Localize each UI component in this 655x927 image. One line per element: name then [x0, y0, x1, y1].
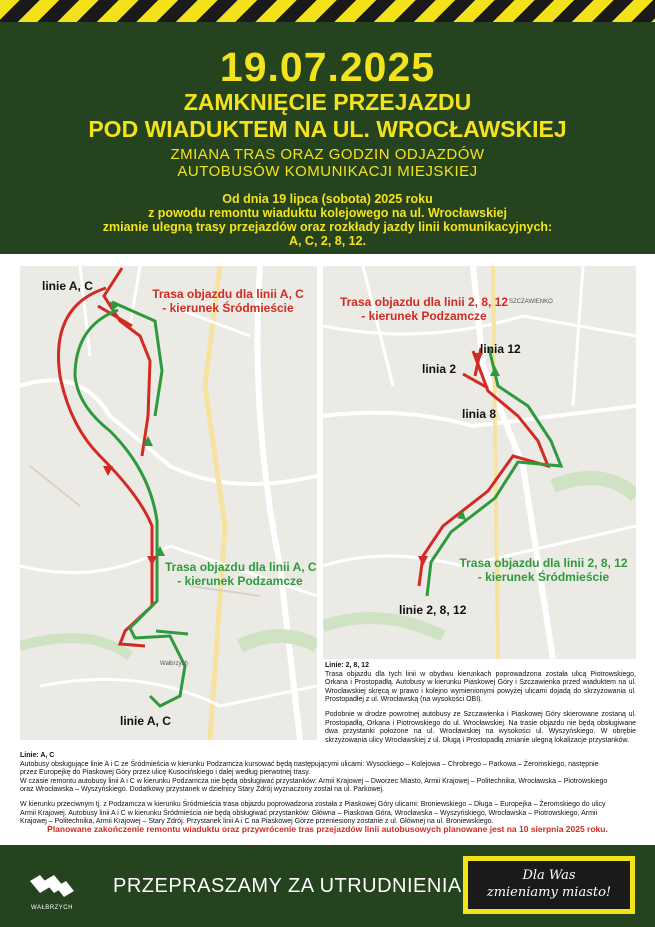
notes-a-c-line-6: Armii Krajowej. Autobusy linii A i C w kierunku Śródmieścia nie będą obsługiwać przystanków: Główna – Piaskowa Góra, Wrocławska – Wyszyńskiego, Wrocławska – Piotrowskiego, Armii	[20, 809, 598, 817]
slogan-box	[463, 856, 635, 914]
red-route-label-2-8-12	[329, 295, 519, 323]
notes-2-8-12-heading: Linie: 2, 8, 12	[325, 662, 369, 669]
notes-a-c-line-1: Autobusy obsługujące linie A i C ze Śródmieścia w kierunku Podzamcza kursować będą następującymi ulicami: Wysockiego – Kolejowa – Chrobrego – Parkowa – Żeromskiego, następnie	[20, 760, 599, 768]
red-route-label-a-c-line1: Trasa objazdu dla linii A, C	[152, 287, 304, 301]
slogan-inner	[468, 861, 630, 909]
apology-text: PRZEPRASZAMY ZA UTRUDNIENIA	[113, 875, 462, 897]
label-line-8: linia 8	[462, 407, 497, 421]
label-lines-a-c-top: linie A, C	[42, 279, 93, 293]
red-route-label-a-c	[143, 287, 313, 315]
closure-date: 19.07.2025	[219, 44, 436, 90]
notes-lines-a-c	[20, 752, 638, 827]
notes-2-8-12-paragraph-1: Trasa objazdu dla tych linii w obydwu kierunkach poprowadzona została ulicą Piotrowskiego, Orkana i Prostopadłą. Autobusy w kierunku Piaskowej Góry i Szczawienka przed wiaduktem na ul. Wrocławskiej skręcą w prawo i kolejno wymienionymi powyżej ulicami dojadą do skrzyżowania ul. Prostopadłej z ul. Wrocławską (na wysokości OBI).	[325, 670, 636, 704]
notes-2-8-12-paragraph-2: Podobnie w drodze powrotnej autobusy ze Szczawienka i Piaskowej Góry skierowane zostaną ul. Prostopadłą, Orkana i Piotrowskiego do ul. Wrocławskiej. Na trasie objazdu nie będą obsługiwane dwa przystanki położone na ul. Wrocławskiej na wysokości ul. Wyszyńskiego. W obrębie skrzyżowania ulicy Wrocławskiej z ul. Długą i Prostopadłą zmianie ulegną lokalizacje przystanków.	[325, 710, 636, 744]
green-route-label-a-c-line2: - kierunek Podzamcze	[177, 574, 303, 588]
footer-banner	[0, 845, 655, 927]
subtitle-line-2: AUTOBUSÓW KOMUNIKACJI MIEJSKIEJ	[177, 163, 478, 180]
green-route-label-2-8-12-line1: Trasa objazdu dla linii 2, 8, 12	[459, 556, 628, 570]
label-line-2: linia 2	[422, 362, 457, 376]
label-line-12: linia 12	[480, 342, 521, 356]
notes-a-c-line-2: przez Europejkę do Piaskowej Góry przez ulicę Kusocińskiego i dalej według pierwotnej trasy.	[20, 769, 311, 777]
label-lines-2-8-12-bottom: linie 2, 8, 12	[399, 603, 467, 617]
right-map-graphic	[323, 266, 636, 659]
map-place-szczawienko: SZCZAWIENKO	[509, 299, 553, 305]
green-route-label-a-c	[165, 560, 315, 588]
green-route-label-a-c-line1: Trasa objazdu dla linii A, C	[165, 560, 317, 574]
city-name: WAŁBRZYCH	[31, 905, 73, 911]
red-route-label-a-c-line2: - kierunek Śródmieście	[162, 301, 294, 315]
intro-line-4: A, C, 2, 8, 12.	[288, 234, 367, 248]
left-detour-map	[20, 266, 317, 740]
label-lines-a-c-bottom: linie A, C	[120, 714, 171, 728]
red-route-label-2-8-12-line2: - kierunek Podzamcze	[361, 309, 487, 323]
intro-line-3: zmianie ulegną trasy przejazdów oraz rozkłady jazdy linii komunikacyjnych:	[102, 220, 553, 234]
planned-completion-warning: Planowane zakończenie remontu wiaduktu oraz przywrócenie tras przejazdów linii autobusowych planowane jest na 10 sierpnia 2025 roku.	[47, 824, 608, 834]
green-route-label-2-8-12	[451, 556, 636, 584]
notes-a-c-line-7: Krajowej – Politechnika, Armii Krajowej – Stary Zdrój. Przystanek linii A i C na Piaskowej Górze przeniesiony zostanie z ul. Głównej na ul. Broniewskiego.	[20, 818, 494, 826]
intro-line-2: z powodu remontu wiaduktu kolejowego na ul. Wrocławskiej	[148, 206, 507, 220]
notes-a-c-line-4: oraz Wrocławska – Wyszyńskiego. Dodatkowy przystanek w dzielnicy Stary Zdrój wyznaczony został na ul. Parkowej.	[20, 786, 384, 794]
title-line-1: ZAMKNIĘCIE PRZEJAZDU	[183, 89, 472, 115]
notes-a-c-line-3: W czasie remontu autobusy linii A i C w kierunku Podzamcza nie będą obsługiwać przystanków: Armii Krajowej – Dworzec Miasto, Armii Krajowej – Politechnika, Wrocławska – Piotrowskiego	[20, 777, 608, 785]
map-place-walbrzych: Wałbrzych	[160, 661, 188, 667]
green-route-label-2-8-12-line2: - kierunek Śródmieście	[477, 570, 610, 584]
subtitle-line-1: ZMIANA TRAS ORAZ GODZIN ODJAZDÓW	[170, 146, 485, 163]
slogan-line-1: Dla Was	[522, 868, 576, 883]
red-route-label-2-8-12-line1: Trasa objazdu dla linii 2, 8, 12	[339, 295, 509, 309]
slogan-line-2: zmieniamy miasto!	[486, 885, 612, 900]
notes-lines-2-8-12	[325, 662, 636, 745]
right-detour-map	[323, 266, 636, 659]
notes-a-c-line-5: W kierunku przeciwnym tj. z Podzamcza w kierunku Śródmieścia trasa objazdu poprowadzona została z Piaskowej Góry ulicami: Broniewskiego – Długa – Europejka – Żeromskiego do ulicy	[20, 800, 606, 808]
notes-a-c-heading: Linie: A, C	[20, 752, 55, 759]
left-map-graphic	[20, 266, 317, 740]
intro-line-1: Od dnia 19 lipca (sobota) 2025 roku	[222, 192, 433, 206]
header-banner	[0, 22, 655, 254]
title-line-2: POD WIADUKTEM NA UL. WROCŁAWSKIEJ	[88, 116, 567, 142]
hazard-stripe-band	[0, 0, 655, 22]
